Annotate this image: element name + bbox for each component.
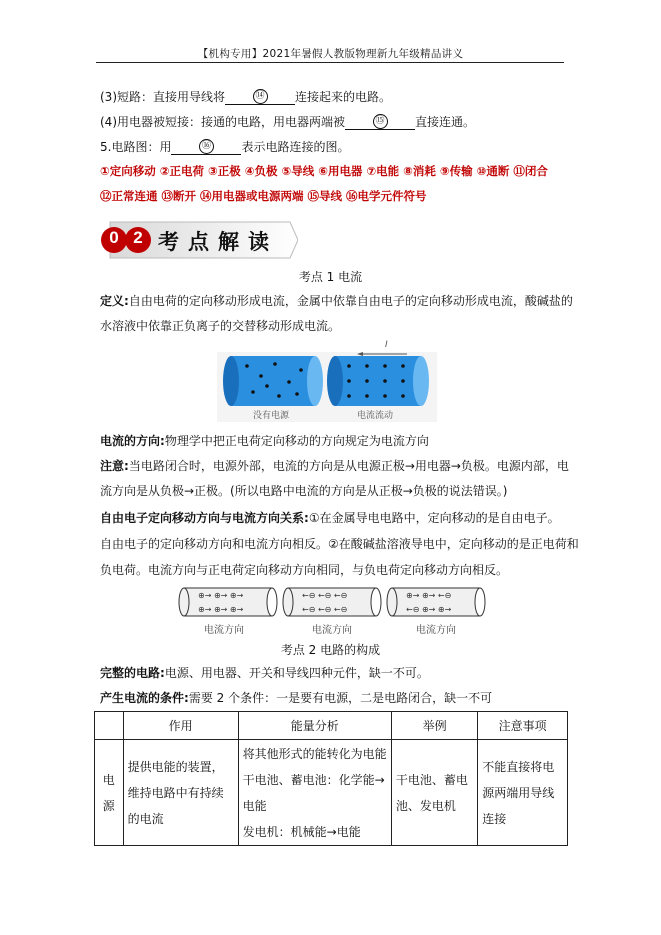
blank-number: ⑭ [253, 89, 268, 104]
current-direction-line: 电流的方向:物理学中把正电荷定向移动的方向规定为电流方向 [100, 434, 429, 448]
svg-text:⊕→ ⊕→ ←⊖: ⊕→ ⊕→ ←⊖ [406, 591, 452, 600]
table-header: 能量分析 [238, 712, 391, 740]
blank-number: ⑯ [199, 139, 214, 154]
tube-caption-2: 电流方向 [312, 625, 352, 636]
svg-text:←⊖ ←⊖ ←⊖: ←⊖ ←⊖ ←⊖ [302, 591, 348, 600]
table-header: 作用 [123, 712, 238, 740]
components-table [94, 711, 568, 846]
line-shorted-appliance: (4)用电器被短接：接通的电路，用电器两端被 ⑮ 直接连通。 [100, 112, 475, 130]
electron-flow-figure [217, 340, 437, 422]
table-header [95, 712, 124, 740]
line-short-circuit: (3)短路：直接用导线将 ⑭ 连接起来的电路。 [100, 87, 391, 105]
row-energy: 将其他形式的能转化为电能 干电池、蓄电池：化学能→电能 发电机：机械能→电能 [238, 740, 391, 846]
section-banner [100, 218, 298, 262]
note-line-2: 流方向是从负极→正极。(所以电路中电流的方向是从正极→负极的说法错误。) [100, 484, 508, 498]
section-title-circuit: 考点 2 电路的构成 [280, 643, 381, 657]
banner-number-2: 2 [133, 228, 143, 247]
table-header: 举例 [391, 712, 477, 740]
tube-caption-3: 电流方向 [416, 625, 456, 636]
blank-number: ⑮ [373, 114, 388, 129]
line-circuit-diagram: 5.电路图：用 ⑯ 表示电路连接的图。 [100, 137, 349, 155]
row-example: 干电池、蓄电池、发电机 [391, 740, 477, 846]
answers-line-2: ⑫正常连通 ⑬断开 ⑭用电器或电源两端 ⑮导线 ⑯电学元件符号 [100, 189, 427, 203]
definition-line-2: 水溶液中依靠正负离子的交替移动形成电流。 [100, 319, 341, 333]
complete-circuit-line: 完整的电路:电源、用电器、开关和导线四种元件，缺一不可。 [100, 666, 429, 680]
row-name: 电源 [95, 740, 124, 846]
tube-caption-1: 电流方向 [204, 625, 244, 636]
svg-text:⊕→ ⊕→ ⊕→: ⊕→ ⊕→ ⊕→ [198, 605, 244, 614]
table-header: 注意事项 [478, 712, 568, 740]
svg-text:←⊖ ←⊖ ←⊖: ←⊖ ←⊖ ←⊖ [302, 605, 348, 614]
row-role: 提供电能的装置，维持电路中有持续的电流 [123, 740, 238, 846]
row-note: 不能直接将电源两端用导线连接 [478, 740, 568, 846]
relation-line-2: 自由电子的定向移动方向和电流方向相反。②在酸碱盐溶液导电中，定向移动的是正电荷和 [100, 537, 579, 551]
banner-title: 考点解读 [158, 229, 278, 254]
note-line-1: 注意:当电路闭合时，电源外部，电流的方向是从电源正极→用电器→负极。电源内部，电 [100, 459, 569, 473]
figure-label-no-source: 没有电源 [253, 411, 290, 421]
relation-line-3: 负电荷。电流方向与正电荷定向移动方向相同，与负电荷定向移动方向相反。 [100, 563, 509, 577]
current-condition-line: 产生电流的条件:需要 2 个条件：一是要有电源，二是电路闭合，缺一不可 [100, 691, 493, 705]
current-direction-figure [178, 585, 488, 635]
page-header: 【机构专用】2021年暑假人教版物理新九年级精品讲义 [197, 48, 464, 60]
svg-text:⊕→ ⊕→ ⊕→: ⊕→ ⊕→ ⊕→ [198, 591, 244, 600]
section-title-current: 考点 1 电流 [298, 270, 363, 284]
table-header-row [95, 712, 568, 740]
figure-label-current: 电流流动 [357, 411, 394, 421]
table-row [95, 740, 568, 846]
svg-text:←⊖ ⊕→ ⊕→: ←⊖ ⊕→ ⊕→ [406, 605, 452, 614]
banner-number-0: 0 [109, 228, 119, 247]
definition-line-1: 定义:自由电荷的定向移动形成电流，金属中依靠自由电子的定向移动形成电流，酸碱盐的 [100, 294, 573, 308]
answers-line-1: ①定向移动 ②正电荷 ③正极 ④负极 ⑤导线 ⑥用电器 ⑦电能 ⑧消耗 ⑨传输 ⑩通断 ⑪闭合 [100, 164, 548, 178]
relation-line-1: 自由电子定向移动方向与电流方向关系:①在金属导电电路中，定向移动的是自由电子。 [100, 511, 560, 525]
figure-label-i: I [385, 340, 388, 350]
header-rule [96, 62, 564, 63]
